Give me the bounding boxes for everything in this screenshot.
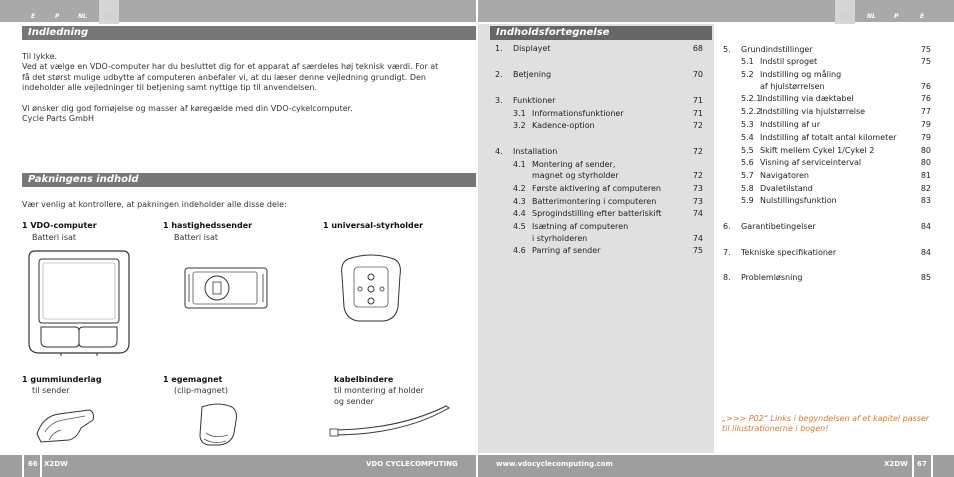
- toc-entry-page: 75: [692, 246, 703, 255]
- website-url[interactable]: www.vdocyclecomputing.com: [496, 460, 613, 468]
- toc-entry-page: 70: [692, 70, 703, 79]
- lang-tab-p-left[interactable]: P: [55, 13, 60, 20]
- toc-entry-number: 3.1: [513, 109, 526, 118]
- toc-heading: Indholdsfortegnelse: [490, 26, 712, 40]
- toc-entry[interactable]: [723, 222, 931, 233]
- toc-entry-title: Displayet: [513, 44, 551, 53]
- toc-entry-page: 75: [920, 45, 931, 54]
- toc-entry-title: Tekniske specifikationer: [741, 248, 837, 257]
- toc-entry-number: 5.1: [741, 57, 754, 66]
- toc-entry-page: 68: [692, 44, 703, 53]
- lang-tab-nl-left[interactable]: NL: [78, 13, 87, 20]
- toc-entry-title: af hjulstørrelsen: [760, 82, 825, 91]
- lang-tab-nl-right[interactable]: NL: [867, 13, 876, 20]
- bottom-footer-bar: [0, 453, 954, 477]
- toc-entry-page: 77: [920, 107, 931, 116]
- toc-entry-title: Visning af serviceinterval: [760, 158, 862, 167]
- toc-entry-page: 74: [692, 209, 703, 218]
- toc-footnote: „>>> P02“ Links i begyndelsen af et kapitel passer til illustrationerne i bogen!: [722, 414, 930, 434]
- item-rubber-pad-sub: til sender: [32, 386, 70, 395]
- active-language-marker-left: [99, 0, 119, 24]
- toc-entry[interactable]: [723, 248, 931, 259]
- item-cable-ties-title: kabelbindere: [334, 375, 394, 384]
- toc-entry-number: 5.8: [741, 184, 754, 193]
- toc-entry-page: 81: [920, 171, 931, 180]
- toc-entry-title: Funktioner: [513, 96, 556, 105]
- toc-entry-page: 72: [692, 171, 703, 180]
- item-cable-ties-sub: til montering af holder: [334, 386, 424, 395]
- toc-entry-page: 75: [920, 57, 931, 66]
- toc-entry-number: 5.3: [741, 120, 754, 129]
- toc-entry-number: 5.4: [741, 133, 754, 142]
- intro-heading: Indledning: [22, 26, 476, 40]
- rubber-pad-icon: [33, 404, 97, 444]
- toc-entry[interactable]: [723, 82, 931, 93]
- toc-entry-number: 5.2: [741, 70, 754, 79]
- toc-entry[interactable]: [723, 45, 931, 56]
- toc-entry[interactable]: [495, 147, 703, 158]
- toc-entry-page: 76: [920, 82, 931, 91]
- toc-entry[interactable]: [495, 44, 703, 55]
- toc-entry[interactable]: [495, 209, 703, 220]
- model-left: X2DW: [44, 460, 68, 468]
- toc-entry-page: 71: [692, 109, 703, 118]
- toc-entry-title: Indstilling af totalt antal kilometer: [760, 133, 897, 142]
- package-intro: Vær venlig at kontrollere, at pakningen indeholder alle disse dele:: [22, 200, 287, 209]
- toc-entry-title: Kadence-option: [532, 121, 595, 130]
- toc-entry[interactable]: [495, 222, 703, 233]
- toc-entry-title: Indstilling via dæktabel: [760, 94, 854, 103]
- item-vdo-computer-title: 1 VDO-computer: [22, 221, 97, 230]
- toc-entry-number: 3.2: [513, 121, 526, 130]
- toc-entry-page: 79: [920, 133, 931, 142]
- item-vdo-computer-sub: Batteri isat: [32, 233, 77, 242]
- lang-tab-p-right[interactable]: P: [894, 13, 899, 20]
- toc-entry-number: 2.: [495, 70, 503, 79]
- toc-entry-page: 72: [692, 147, 703, 156]
- toc-entry-number: 6.: [723, 222, 731, 231]
- toc-entry[interactable]: [723, 107, 931, 118]
- toc-entry-title: Batterimontering i computeren: [532, 197, 657, 206]
- toc-entry-title: Skift mellem Cykel 1/Cykel 2: [760, 146, 875, 155]
- toc-entry-page: 84: [920, 222, 931, 231]
- toc-entry-page: 84: [920, 248, 931, 257]
- toc-entry[interactable]: [723, 70, 931, 81]
- toc-entry[interactable]: [723, 146, 931, 157]
- toc-entry[interactable]: [723, 94, 931, 105]
- toc-entry-title: Informationsfunktioner: [532, 109, 624, 118]
- toc-entry[interactable]: [723, 133, 931, 144]
- handlebar-holder-icon: [338, 253, 404, 325]
- toc-entry-number: 5.5: [741, 146, 754, 155]
- intro-text: Til lykke. Ved at vælge en VDO-computer har du besluttet dig for et apparat af særdeles høj teknisk værdi. For at få det størst mulige udbytte af computeren anbefaler vi, at du læser denne vejledning grundigt. Den indeholder alle vejledninger til betjening samt nyttige tip til anvendelsen. Vi ønsker dig god fornøjelse og masser af køregælde med din VDO-cykelcomputer. Cycle Parts GmbH: [22, 52, 439, 124]
- toc-entry-title: Montering af sender,: [532, 160, 616, 169]
- toc-entry[interactable]: [495, 121, 703, 132]
- toc-entry[interactable]: [723, 273, 931, 284]
- toc-entry-title: Nulstillingsfunktion: [760, 196, 837, 205]
- toc-entry-page: 80: [920, 146, 931, 155]
- toc-entry-title: Sprogindstilling efter batteriskift: [532, 209, 662, 218]
- toc-entry-number: 4.6: [513, 246, 526, 255]
- brand-label: VDO CYCLECOMPUTING: [366, 460, 458, 468]
- toc-entry-title: Parring af sender: [532, 246, 601, 255]
- toc-entry-number: 5.2.1: [741, 94, 762, 103]
- toc-entry[interactable]: [723, 120, 931, 131]
- toc-entry[interactable]: [723, 171, 931, 182]
- item-speed-sender-sub: Batteri isat: [174, 233, 219, 242]
- page-number-left: 66: [28, 460, 38, 468]
- toc-entry-title: Indstilling og måling: [760, 70, 842, 79]
- toc-entry-number: 5.: [723, 45, 731, 54]
- item-handlebar-holder-title: 1 universal-styrholder: [323, 221, 424, 230]
- toc-entry-page: 85: [920, 273, 931, 282]
- toc-entry-number: 5.2.2: [741, 107, 762, 116]
- toc-entry-title: Navigatoren: [760, 171, 809, 180]
- toc-entry-title: Garantibetingelser: [741, 222, 816, 231]
- toc-entry-title: Første aktivering af computeren: [532, 184, 661, 193]
- toc-entry-number: 1.: [495, 44, 503, 53]
- toc-entry[interactable]: [495, 160, 703, 171]
- toc-entry-number: 8.: [723, 273, 731, 282]
- toc-entry[interactable]: [495, 234, 703, 245]
- lang-tab-e-left[interactable]: E: [31, 13, 36, 20]
- toc-entry-page: 79: [920, 120, 931, 129]
- computer-icon: [25, 247, 133, 357]
- toc-entry[interactable]: [495, 197, 703, 208]
- toc-entry-page: 76: [920, 94, 931, 103]
- toc-entry-title: Dvaletilstand: [760, 184, 813, 193]
- toc-entry-number: 4.: [495, 147, 503, 156]
- toc-entry-number: 5.9: [741, 196, 754, 205]
- toc-entry[interactable]: [495, 70, 703, 81]
- toc-entry[interactable]: [495, 96, 703, 107]
- toc-entry-title: Problemløsning: [741, 273, 803, 282]
- toc-entry[interactable]: [723, 57, 931, 68]
- lang-tab-dk-right[interactable]: DK: [840, 13, 849, 20]
- lang-tab-e-right[interactable]: E: [920, 13, 925, 20]
- toc-entry-page: 74: [692, 234, 703, 243]
- toc-entry-number: 4.5: [513, 222, 526, 231]
- toc-entry-title: magnet og styrholder: [532, 171, 619, 180]
- toc-entry-number: 5.6: [741, 158, 754, 167]
- toc-entry[interactable]: [495, 246, 703, 257]
- toc-entry-title: Indstilling via hjulstørrelse: [760, 107, 866, 116]
- model-right: X2DW: [884, 460, 908, 468]
- toc-entry-page: 73: [692, 184, 703, 193]
- toc-entry-number: 7.: [723, 248, 731, 257]
- toc-entry-page: 72: [692, 121, 703, 130]
- toc-entry[interactable]: [723, 184, 931, 195]
- item-cable-ties-sub2: og sender: [334, 397, 374, 406]
- top-language-bar: [0, 0, 954, 24]
- toc-entry-number: 5.7: [741, 171, 754, 180]
- lang-tab-dk-left[interactable]: DK: [104, 13, 113, 20]
- toc-entry-number: 4.4: [513, 209, 526, 218]
- toc-entry-page: 73: [692, 197, 703, 206]
- toc-entry-page: 82: [920, 184, 931, 193]
- toc-entry-title: Installation: [513, 147, 558, 156]
- item-spoke-magnet-title: 1 egemagnet: [163, 375, 223, 384]
- toc-entry[interactable]: [495, 109, 703, 120]
- toc-entry-number: 4.3: [513, 197, 526, 206]
- active-language-marker-right: [835, 0, 855, 24]
- toc-entry-number: 4.1: [513, 160, 526, 169]
- toc-entry-title: Indstilling af ur: [760, 120, 821, 129]
- toc-entry-number: 4.2: [513, 184, 526, 193]
- page-number-right: 67: [917, 460, 927, 468]
- toc-entry-page: 80: [920, 158, 931, 167]
- toc-entry[interactable]: [495, 171, 703, 182]
- item-speed-sender-title: 1 hastighedssender: [163, 221, 253, 230]
- toc-entry[interactable]: [723, 158, 931, 169]
- toc-entry-title: Grundindstillinger: [741, 45, 813, 54]
- cable-tie-icon: [328, 404, 452, 438]
- toc-entry-number: 3.: [495, 96, 503, 105]
- toc-entry-title: Isætning af computeren: [532, 222, 629, 231]
- toc-entry-page: 71: [692, 96, 703, 105]
- toc-entry[interactable]: [495, 184, 703, 195]
- spoke-magnet-icon: [196, 401, 240, 447]
- item-spoke-magnet-sub: (clip-magnet): [174, 386, 228, 395]
- toc-entry-title: Indstil sproget: [760, 57, 818, 66]
- toc-entry[interactable]: [723, 196, 931, 207]
- toc-entry-title: i styrholderen: [532, 234, 588, 243]
- package-heading: Pakningens indhold: [22, 173, 476, 187]
- item-rubber-pad-title: 1 gummiunderlag: [22, 375, 102, 384]
- toc-entry-page: 83: [920, 196, 931, 205]
- speed-sender-icon: [183, 262, 269, 314]
- toc-entry-title: Betjening: [513, 70, 552, 79]
